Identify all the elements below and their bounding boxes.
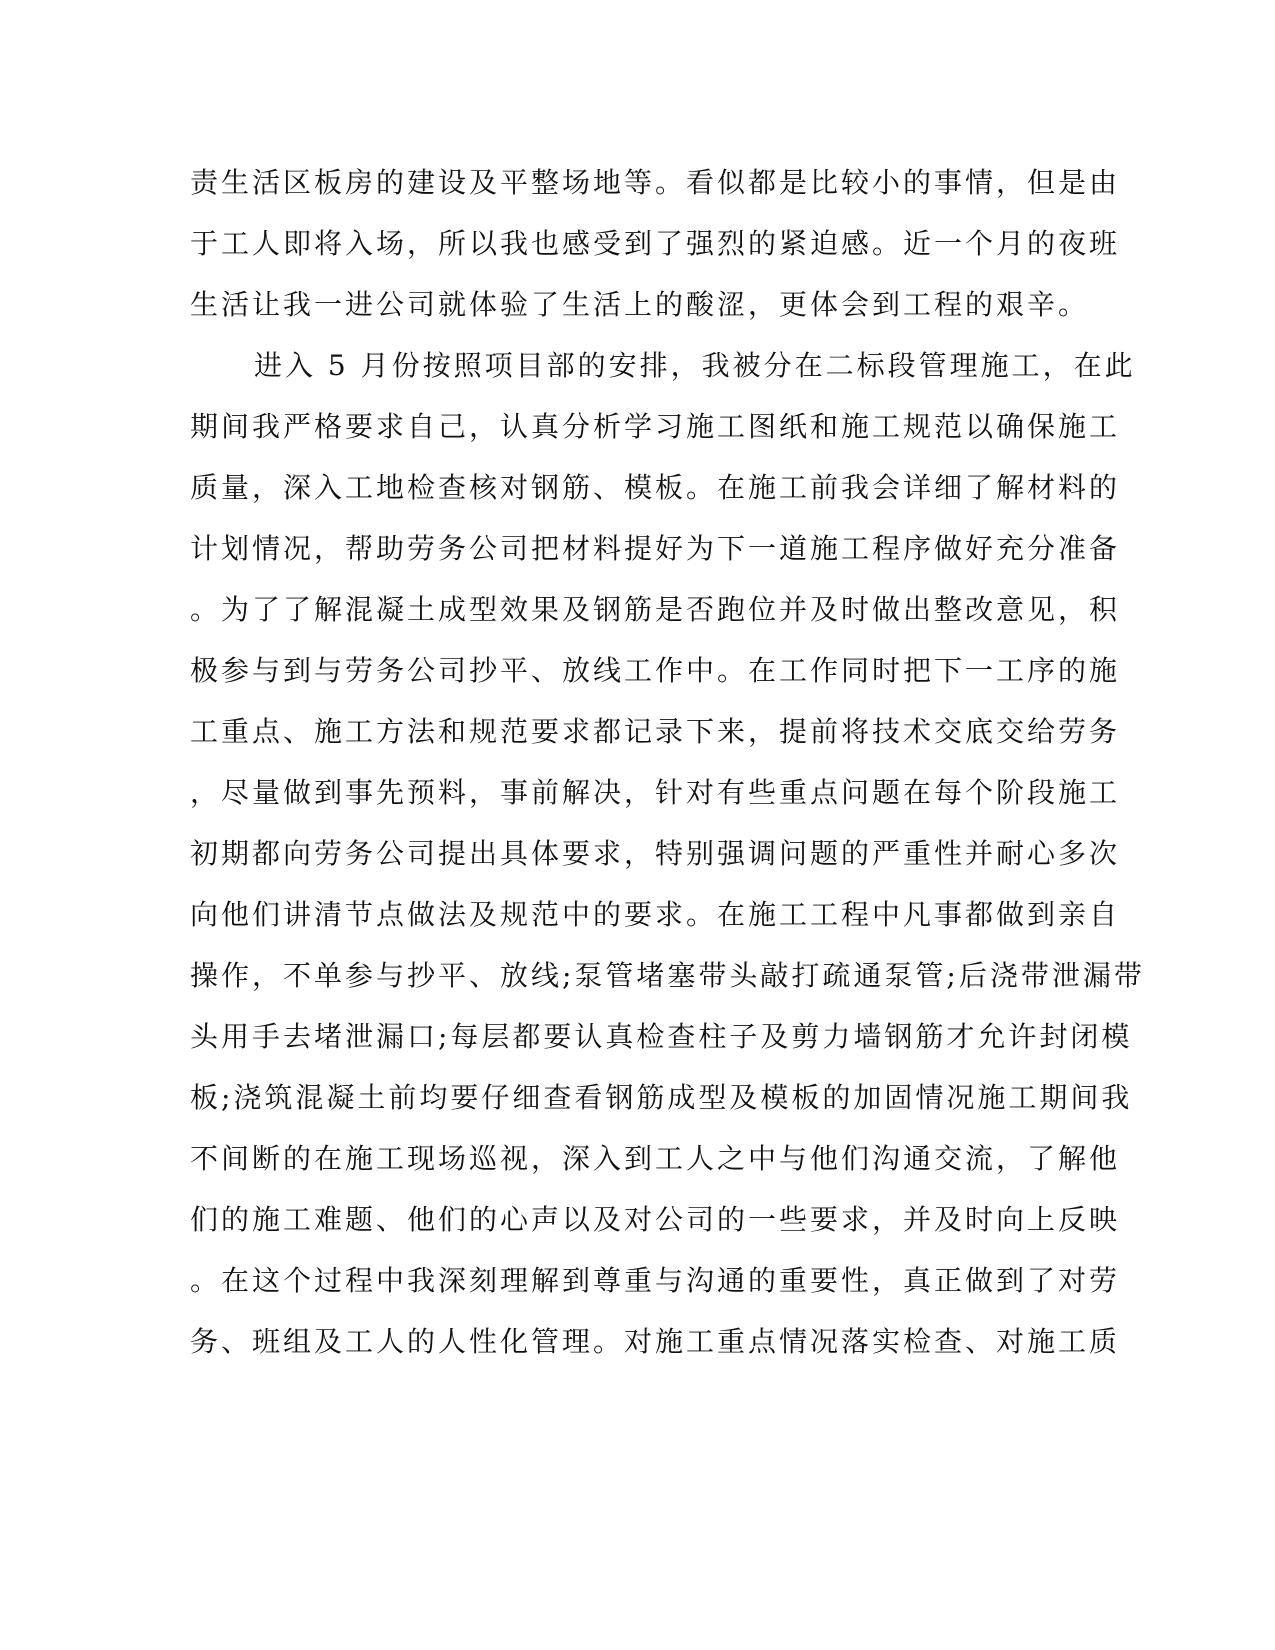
text-line: 不间断的在施工现场巡视，深入到工人之中与他们沟通交流，了解他 — [190, 1142, 1121, 1175]
text-line: 质量，深入工地检查核对钢筋、模板。在施工前我会详细了解材料的 — [190, 471, 1121, 504]
text-line: 们的施工难题、他们的心声以及对公司的一些要求，并及时向上反映 — [190, 1203, 1121, 1236]
text-line: 于工人即将入场，所以我也感受到了强烈的紧迫感。近一个月的夜班 — [190, 227, 1121, 260]
text-line: 向他们讲清节点做法及规范中的要求。在施工工程中凡事都做到亲自 — [190, 898, 1121, 931]
text-line: ，尽量做到事先预料，事前解决，针对有些重点问题在每个阶段施工 — [190, 776, 1121, 809]
text-line: 初期都向劳务公司提出具体要求，特别强调问题的严重性并耐心多次 — [190, 837, 1121, 870]
text-line: 工重点、施工方法和规范要求都记录下来，提前将技术交底交给劳务 — [190, 715, 1121, 748]
text-line: 计划情况，帮助劳务公司把材料提好为下一道施工程序做好充分准备 — [190, 532, 1121, 565]
text-line: 责生活区板房的建设及平整场地等。看似都是比较小的事情，但是由 — [190, 166, 1121, 199]
text-line: 板;浇筑混凝土前均要仔细查看钢筋成型及模板的加固情况施工期间我 — [190, 1081, 1133, 1114]
body-text — [190, 159, 1145, 1379]
text-line: 务、班组及工人的人性化管理。对施工重点情况落实检查、对施工质 — [190, 1325, 1121, 1358]
text-line: 。在这个过程中我深刻理解到尊重与沟通的重要性，真正做到了对劳 — [190, 1264, 1121, 1297]
text-line: 极参与到与劳务公司抄平、放线工作中。在工作同时把下一工序的施 — [190, 654, 1121, 687]
text-line: 生活让我一进公司就体验了生活上的酸涩，更体会到工程的艰辛。 — [190, 288, 1090, 321]
text-line: 。为了了解混凝土成型效果及钢筋是否跑位并及时做出整改意见，积 — [190, 593, 1121, 626]
text-line: 头用手去堵泄漏口;每层都要认真检查柱子及剪力墙钢筋才允许封闭模 — [190, 1020, 1133, 1053]
text-line: 进入 5 月份按照项目部的安排，我被分在二标段管理施工，在此 — [254, 349, 1136, 382]
text-line: 操作，不单参与抄平、放线;泵管堵塞带头敲打疏通泵管;后浇带泄漏带 — [190, 959, 1145, 992]
text-line: 期间我严格要求自己，认真分析学习施工图纸和施工规范以确保施工 — [190, 410, 1121, 443]
